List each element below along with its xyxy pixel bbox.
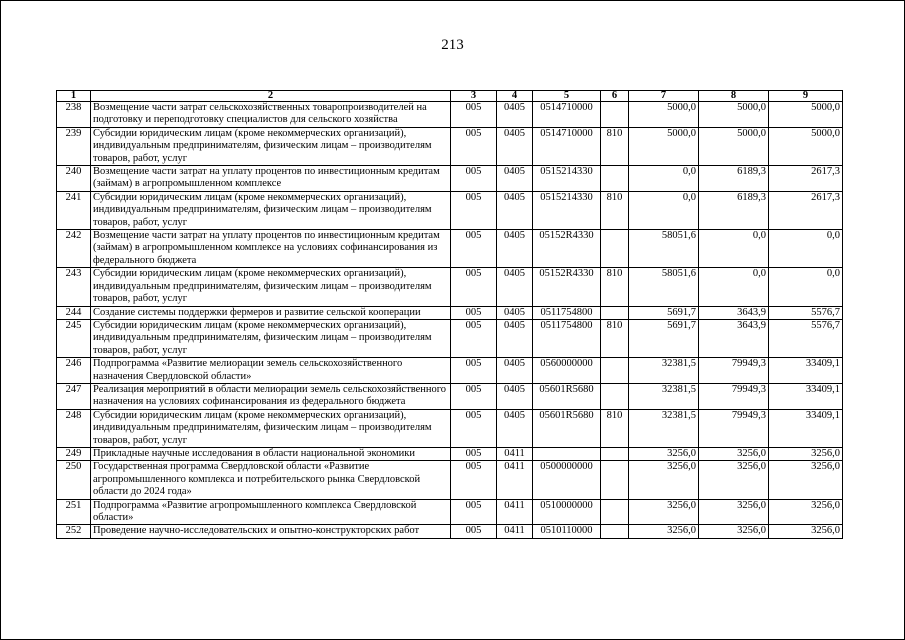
row-amount-col7: 3256,0 (629, 447, 699, 460)
row-amount-col9: 3256,0 (769, 499, 843, 525)
row-description: Реализация мероприятий в области мелиорации земель сельскохозяйственного назначения на условиях софинансирования из федерального бюджета (91, 383, 451, 409)
row-amount-col9: 33409,1 (769, 409, 843, 447)
row-amount-col8: 79949,3 (699, 358, 769, 384)
row-amount-col8: 3256,0 (699, 499, 769, 525)
row-amount-col7: 32381,5 (629, 383, 699, 409)
row-target-code: 0510000000 (533, 499, 601, 525)
page-number: 213 (441, 37, 464, 53)
row-expense-type-code (601, 461, 629, 499)
table-row (57, 102, 843, 128)
column-header: 7 (629, 91, 699, 102)
row-amount-col8: 5000,0 (699, 127, 769, 165)
row-section-code: 0405 (497, 409, 533, 447)
row-description: Возмещение части затрат на уплату процентов по инвестиционным кредитам (займам) в агропромышленном комплексе (91, 166, 451, 192)
row-description: Создание системы поддержки фермеров и развитие сельской кооперации (91, 306, 451, 319)
table-header-row (57, 91, 843, 102)
row-expense-type-code: 810 (601, 409, 629, 447)
table-row (57, 525, 843, 538)
column-header: 9 (769, 91, 843, 102)
row-expense-type-code: 810 (601, 319, 629, 357)
row-target-code: 0511754800 (533, 319, 601, 357)
row-amount-col7: 32381,5 (629, 409, 699, 447)
row-amount-col8: 3256,0 (699, 461, 769, 499)
table-row (57, 461, 843, 499)
row-description: Подпрограмма «Развитие мелиорации земель сельскохозяйственного назначения Свердловской области» (91, 358, 451, 384)
row-ministry-code: 005 (451, 306, 497, 319)
row-amount-col7: 0,0 (629, 191, 699, 229)
table-row (57, 447, 843, 460)
row-amount-col8: 3256,0 (699, 525, 769, 538)
row-description: Возмещение части затрат сельскохозяйственных товаропроизводителей на подготовку и переподготовку специалистов для сельского хозяйства (91, 102, 451, 128)
row-expense-type-code: 810 (601, 191, 629, 229)
row-number: 251 (57, 499, 91, 525)
row-target-code: 0500000000 (533, 461, 601, 499)
row-amount-col9: 2617,3 (769, 191, 843, 229)
row-ministry-code: 005 (451, 191, 497, 229)
row-section-code: 0405 (497, 127, 533, 165)
row-target-code: 0514710000 (533, 127, 601, 165)
budget-table (56, 90, 843, 539)
table-row (57, 499, 843, 525)
row-amount-col8: 5000,0 (699, 102, 769, 128)
row-section-code: 0411 (497, 525, 533, 538)
row-number: 239 (57, 127, 91, 165)
table-body (57, 102, 843, 539)
row-amount-col8: 0,0 (699, 268, 769, 306)
row-amount-col8: 3256,0 (699, 447, 769, 460)
row-target-code: 0511754800 (533, 306, 601, 319)
row-expense-type-code: 810 (601, 268, 629, 306)
row-description: Проведение научно-исследовательских и опытно-конструкторских работ (91, 525, 451, 538)
row-amount-col9: 5000,0 (769, 102, 843, 128)
row-amount-col9: 2617,3 (769, 166, 843, 192)
row-amount-col8: 6189,3 (699, 191, 769, 229)
row-section-code: 0405 (497, 383, 533, 409)
table-row (57, 166, 843, 192)
row-amount-col8: 79949,3 (699, 409, 769, 447)
row-expense-type-code (601, 102, 629, 128)
table-row (57, 358, 843, 384)
row-number: 252 (57, 525, 91, 538)
row-target-code: 05601R5680 (533, 409, 601, 447)
row-description: Прикладные научные исследования в области национальной экономики (91, 447, 451, 460)
row-number: 244 (57, 306, 91, 319)
row-ministry-code: 005 (451, 525, 497, 538)
row-section-code: 0405 (497, 268, 533, 306)
row-target-code: 0514710000 (533, 102, 601, 128)
row-expense-type-code (601, 230, 629, 268)
row-expense-type-code (601, 447, 629, 460)
column-header: 5 (533, 91, 601, 102)
row-description: Субсидии юридическим лицам (кроме некоммерческих организаций), индивидуальным предпринимателям, физическим лицам – производителям товаров, работ, услуг (91, 127, 451, 165)
row-expense-type-code (601, 306, 629, 319)
row-ministry-code: 005 (451, 409, 497, 447)
row-description: Субсидии юридическим лицам (кроме некоммерческих организаций), индивидуальным предпринимателям, физическим лицам – производителям товаров, работ, услуг (91, 268, 451, 306)
row-amount-col8: 0,0 (699, 230, 769, 268)
row-number: 242 (57, 230, 91, 268)
row-target-code: 05601R5680 (533, 383, 601, 409)
row-expense-type-code (601, 358, 629, 384)
row-section-code: 0405 (497, 102, 533, 128)
row-amount-col9: 5576,7 (769, 306, 843, 319)
row-number: 240 (57, 166, 91, 192)
row-ministry-code: 005 (451, 230, 497, 268)
row-number: 249 (57, 447, 91, 460)
column-header: 3 (451, 91, 497, 102)
table-row (57, 268, 843, 306)
row-target-code: 0560000000 (533, 358, 601, 384)
row-number: 238 (57, 102, 91, 128)
row-amount-col9: 3256,0 (769, 447, 843, 460)
row-expense-type-code (601, 383, 629, 409)
row-expense-type-code (601, 499, 629, 525)
row-target-code (533, 447, 601, 460)
row-ministry-code: 005 (451, 319, 497, 357)
row-amount-col7: 0,0 (629, 166, 699, 192)
row-description: Субсидии юридическим лицам (кроме некоммерческих организаций), индивидуальным предпринимателям, физическим лицам – производителям товаров, работ, услуг (91, 191, 451, 229)
row-ministry-code: 005 (451, 102, 497, 128)
row-amount-col9: 3256,0 (769, 525, 843, 538)
row-ministry-code: 005 (451, 127, 497, 165)
row-number: 250 (57, 461, 91, 499)
row-number: 245 (57, 319, 91, 357)
table-row (57, 306, 843, 319)
row-target-code: 05152R4330 (533, 230, 601, 268)
row-section-code: 0405 (497, 358, 533, 384)
row-target-code: 0515214330 (533, 166, 601, 192)
row-description: Возмещение части затрат на уплату процентов по инвестиционным кредитам (займам) в агропромышленном комплексе на условиях софинансирования из федерального бюджета (91, 230, 451, 268)
row-amount-col9: 0,0 (769, 230, 843, 268)
table-row (57, 127, 843, 165)
row-amount-col8: 6189,3 (699, 166, 769, 192)
row-section-code: 0405 (497, 191, 533, 229)
row-ministry-code: 005 (451, 358, 497, 384)
column-header: 8 (699, 91, 769, 102)
row-ministry-code: 005 (451, 447, 497, 460)
row-amount-col7: 58051,6 (629, 230, 699, 268)
row-ministry-code: 005 (451, 499, 497, 525)
row-section-code: 0411 (497, 447, 533, 460)
row-description: Субсидии юридическим лицам (кроме некоммерческих организаций), индивидуальным предпринимателям, физическим лицам – производителям товаров, работ, услуг (91, 319, 451, 357)
row-section-code: 0405 (497, 166, 533, 192)
column-header: 6 (601, 91, 629, 102)
row-amount-col7: 3256,0 (629, 525, 699, 538)
row-expense-type-code: 810 (601, 127, 629, 165)
row-number: 248 (57, 409, 91, 447)
row-description: Субсидии юридическим лицам (кроме некоммерческих организаций), индивидуальным предпринимателям, физическим лицам – производителям товаров, работ, услуг (91, 409, 451, 447)
row-number: 241 (57, 191, 91, 229)
row-section-code: 0405 (497, 319, 533, 357)
table-row (57, 191, 843, 229)
row-amount-col7: 5691,7 (629, 319, 699, 357)
row-amount-col9: 33409,1 (769, 358, 843, 384)
row-amount-col7: 5000,0 (629, 102, 699, 128)
row-amount-col7: 3256,0 (629, 499, 699, 525)
row-amount-col7: 5691,7 (629, 306, 699, 319)
row-amount-col7: 3256,0 (629, 461, 699, 499)
table-row (57, 409, 843, 447)
row-target-code: 0515214330 (533, 191, 601, 229)
row-target-code: 05152R4330 (533, 268, 601, 306)
row-ministry-code: 005 (451, 383, 497, 409)
row-target-code: 0510110000 (533, 525, 601, 538)
row-amount-col8: 3643,9 (699, 319, 769, 357)
column-header: 1 (57, 91, 91, 102)
row-expense-type-code (601, 166, 629, 192)
row-description: Подпрограмма «Развитие агропромышленного комплекса Свердловской области» (91, 499, 451, 525)
row-amount-col9: 5576,7 (769, 319, 843, 357)
row-number: 246 (57, 358, 91, 384)
table-row (57, 319, 843, 357)
row-amount-col7: 58051,6 (629, 268, 699, 306)
row-section-code: 0411 (497, 499, 533, 525)
row-expense-type-code (601, 525, 629, 538)
row-section-code: 0411 (497, 461, 533, 499)
table-row (57, 230, 843, 268)
row-amount-col9: 3256,0 (769, 461, 843, 499)
column-header: 4 (497, 91, 533, 102)
row-amount-col7: 32381,5 (629, 358, 699, 384)
row-amount-col9: 0,0 (769, 268, 843, 306)
row-amount-col9: 5000,0 (769, 127, 843, 165)
row-section-code: 0405 (497, 306, 533, 319)
column-header: 2 (91, 91, 451, 102)
row-ministry-code: 005 (451, 166, 497, 192)
table-row (57, 383, 843, 409)
row-amount-col8: 3643,9 (699, 306, 769, 319)
row-amount-col7: 5000,0 (629, 127, 699, 165)
row-amount-col8: 79949,3 (699, 383, 769, 409)
row-ministry-code: 005 (451, 461, 497, 499)
row-number: 247 (57, 383, 91, 409)
row-section-code: 0405 (497, 230, 533, 268)
row-amount-col9: 33409,1 (769, 383, 843, 409)
row-ministry-code: 005 (451, 268, 497, 306)
row-number: 243 (57, 268, 91, 306)
row-description: Государственная программа Свердловской области «Развитие агропромышленного комплекса и потребительского рынка Свердловской области до 2024 года» (91, 461, 451, 499)
